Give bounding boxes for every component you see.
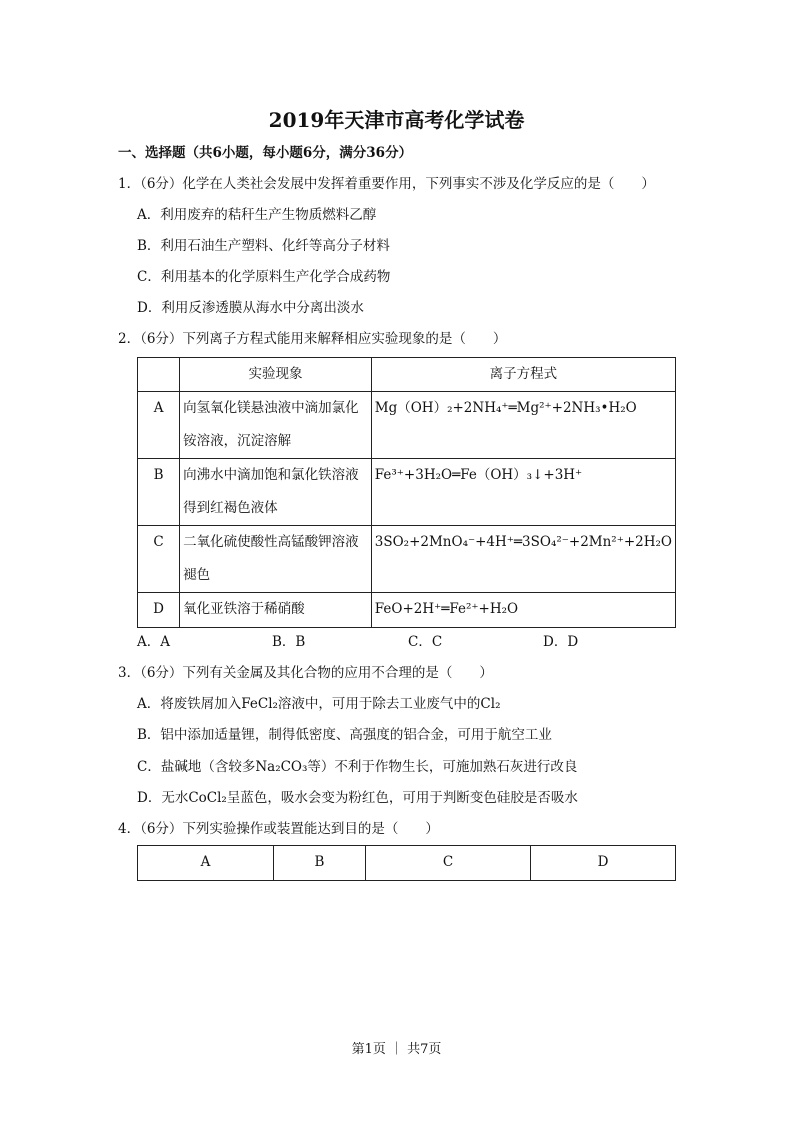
q1-option-a: A．利用废弃的秸秆生产生物质燃料乙醇 xyxy=(137,207,377,223)
page-footer: 第1页 ｜ 共7页 xyxy=(351,1042,442,1057)
header-cell: C xyxy=(366,846,531,881)
table-row xyxy=(138,392,676,459)
q3-option-b: B．铝中添加适量锂，制得低密度、高强度的铝合金，可用于航空工业 xyxy=(137,727,552,743)
q2-answer-c: C．C xyxy=(408,634,443,650)
header-cell: 离子方程式 xyxy=(371,358,675,392)
table-row xyxy=(138,526,676,593)
header-cell xyxy=(138,358,180,392)
q2-table xyxy=(137,357,676,628)
q2-answer-b: B．B xyxy=(272,634,306,650)
q3-option-a: A．将废铁屑加入FeCl₂溶液中，可用于除去工业废气中的Cl₂ xyxy=(137,696,501,712)
q2-stem: 2．（6分）下列离子方程式能用来解释相应实验现象的是（ ） xyxy=(118,331,507,347)
header-cell: 实验现象 xyxy=(180,358,372,392)
q3-stem: 3．（6分）下列有关金属及其化合物的应用不合理的是（ ） xyxy=(118,665,493,681)
phenomenon-cell: 二氧化硫使酸性高锰酸钾溶液褪色 xyxy=(180,526,372,593)
phenomenon-cell: 向氢氧化镁悬浊液中滴加氯化铵溶液，沉淀溶解 xyxy=(180,392,372,459)
q4-stem: 4．（6分）下列实验操作或装置能达到目的是（ ） xyxy=(118,821,439,837)
table-row xyxy=(138,593,676,628)
q1-option-b: B．利用石油生产塑料、化纤等高分子材料 xyxy=(137,238,390,254)
phenomenon-cell: 向沸水中滴加饱和氯化铁溶液得到红褐色液体 xyxy=(180,459,372,526)
q1-option-d: D．利用反渗透膜从海水中分离出淡水 xyxy=(137,300,364,316)
header-cell: D xyxy=(531,846,676,881)
section-heading: 一、选择题（共6小题，每小题6分，满分36分） xyxy=(118,145,413,161)
row-label: B xyxy=(138,459,180,526)
equation-cell: Mg（OH）₂+2NH₄⁺═Mg²⁺+2NH₃•H₂O xyxy=(371,392,675,459)
phenomenon-cell: 氧化亚铁溶于稀硝酸 xyxy=(180,593,372,628)
header-cell: A xyxy=(138,846,274,881)
equation-cell: FeO+2H⁺═Fe²⁺+H₂O xyxy=(371,593,675,628)
q1-option-c: C．利用基本的化学原料生产化学合成药物 xyxy=(137,269,391,285)
q1-stem: 1．（6分）化学在人类社会发展中发挥着重要作用，下列事实不涉及化学反应的是（ ） xyxy=(118,176,655,192)
q2-answer-a: A．A xyxy=(137,634,170,650)
page-title: 2019年天津市高考化学试卷 xyxy=(268,108,525,132)
q4-table xyxy=(137,845,676,881)
table-header-row xyxy=(138,358,676,392)
equation-cell: 3SO₂+2MnO₄⁻+4H⁺═3SO₄²⁻+2Mn²⁺+2H₂O xyxy=(371,526,675,593)
row-label: C xyxy=(138,526,180,593)
row-label: D xyxy=(138,593,180,628)
header-cell: B xyxy=(274,846,366,881)
q3-option-c: C．盐碱地（含较多Na₂CO₃等）不利于作物生长，可施加熟石灰进行改良 xyxy=(137,759,578,775)
q2-answer-d: D．D xyxy=(543,634,579,650)
row-label: A xyxy=(138,392,180,459)
table-row xyxy=(138,459,676,526)
q3-option-d: D．无水CoCl₂呈蓝色，吸水会变为粉红色，可用于判断变色硅胶是否吸水 xyxy=(137,790,578,806)
equation-cell: Fe³⁺+3H₂O═Fe（OH）₃↓+3H⁺ xyxy=(371,459,675,526)
